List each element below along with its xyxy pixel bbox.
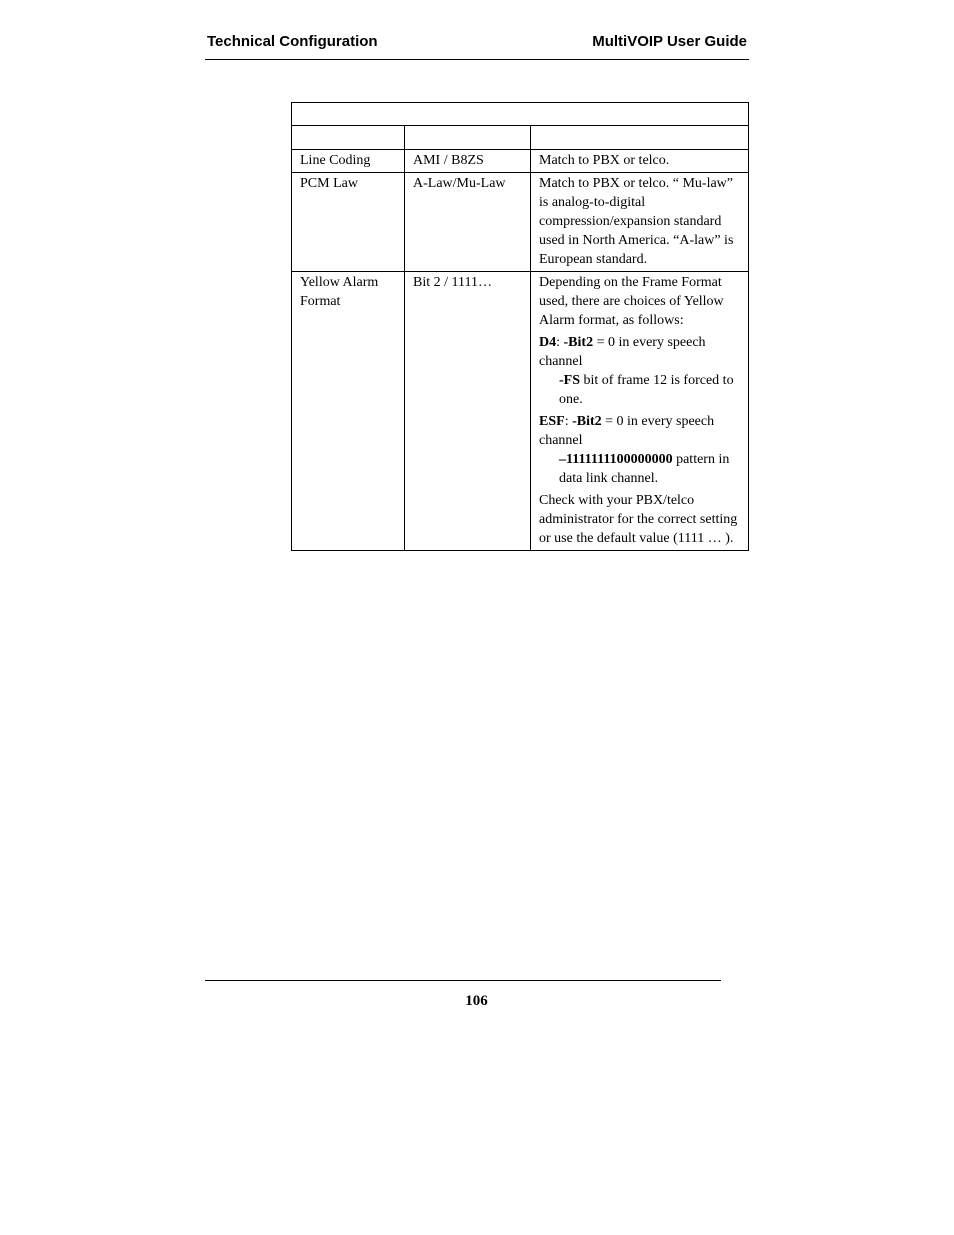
values-cell: AMI / B8ZS [405, 150, 531, 173]
description-closing: Check with your PBX/telco administrator for the correct setting or use the default value (1111 … ). [539, 493, 738, 546]
table-row [292, 272, 749, 551]
header-cell-description [531, 126, 749, 150]
header-cell-values [405, 126, 531, 150]
description-cell: Match to PBX or telco. [531, 150, 749, 173]
values-cell: A-Law/Mu-Law [405, 173, 531, 272]
esf-pattern-text: pattern in data link channel. [559, 452, 730, 486]
d4-fs-label: -FS [559, 373, 580, 388]
d4-separator: : [556, 335, 564, 350]
esf-line [539, 412, 740, 450]
d4-fs-text: bit of frame 12 is forced to one. [559, 373, 734, 407]
d4-bit2-label: -Bit2 [563, 335, 594, 350]
table-row [292, 150, 749, 173]
parameter-table [291, 102, 749, 551]
footer-rule [205, 980, 721, 981]
running-header-section: Technical Configuration [207, 33, 378, 50]
d4-label: D4 [539, 335, 557, 350]
description-intro: Depending on the Frame Format used, there are choices of Yellow Alarm format, as follows: [539, 275, 724, 328]
values-cell: Bit 2 / 1111… [405, 272, 531, 551]
d4-bit2-text: = 0 in every speech channel [539, 335, 706, 369]
parameter-cell: PCM Law [292, 173, 405, 272]
parameter-cell: Line Coding [292, 150, 405, 173]
table-title-cell [292, 103, 749, 126]
esf-pattern-label: –1111111100000000 [559, 452, 673, 467]
esf-bit2-text: = 0 in every speech channel [539, 414, 715, 448]
table-row [292, 173, 749, 272]
d4-line [539, 333, 740, 371]
table-title-row [292, 103, 749, 126]
description-cell [531, 272, 749, 551]
header-rule [205, 59, 749, 60]
description-cell: Match to PBX or telco. “ Mu-law” is analog-to-digital compression/expansion standard used in North America. “A-law” is European standard. [531, 173, 749, 272]
d4-fs-line [539, 371, 740, 409]
table-header-row [292, 126, 749, 150]
parameter-cell: Yellow Alarm Format [292, 272, 405, 551]
running-header-title: MultiVOIP User Guide [592, 33, 747, 50]
esf-pattern-line [539, 450, 740, 488]
header-cell-parameter [292, 126, 405, 150]
esf-separator: : [564, 414, 573, 429]
esf-bit2-label: -Bit2 [572, 414, 602, 429]
page-number: 106 [465, 993, 488, 1009]
esf-label: ESF [539, 414, 565, 429]
